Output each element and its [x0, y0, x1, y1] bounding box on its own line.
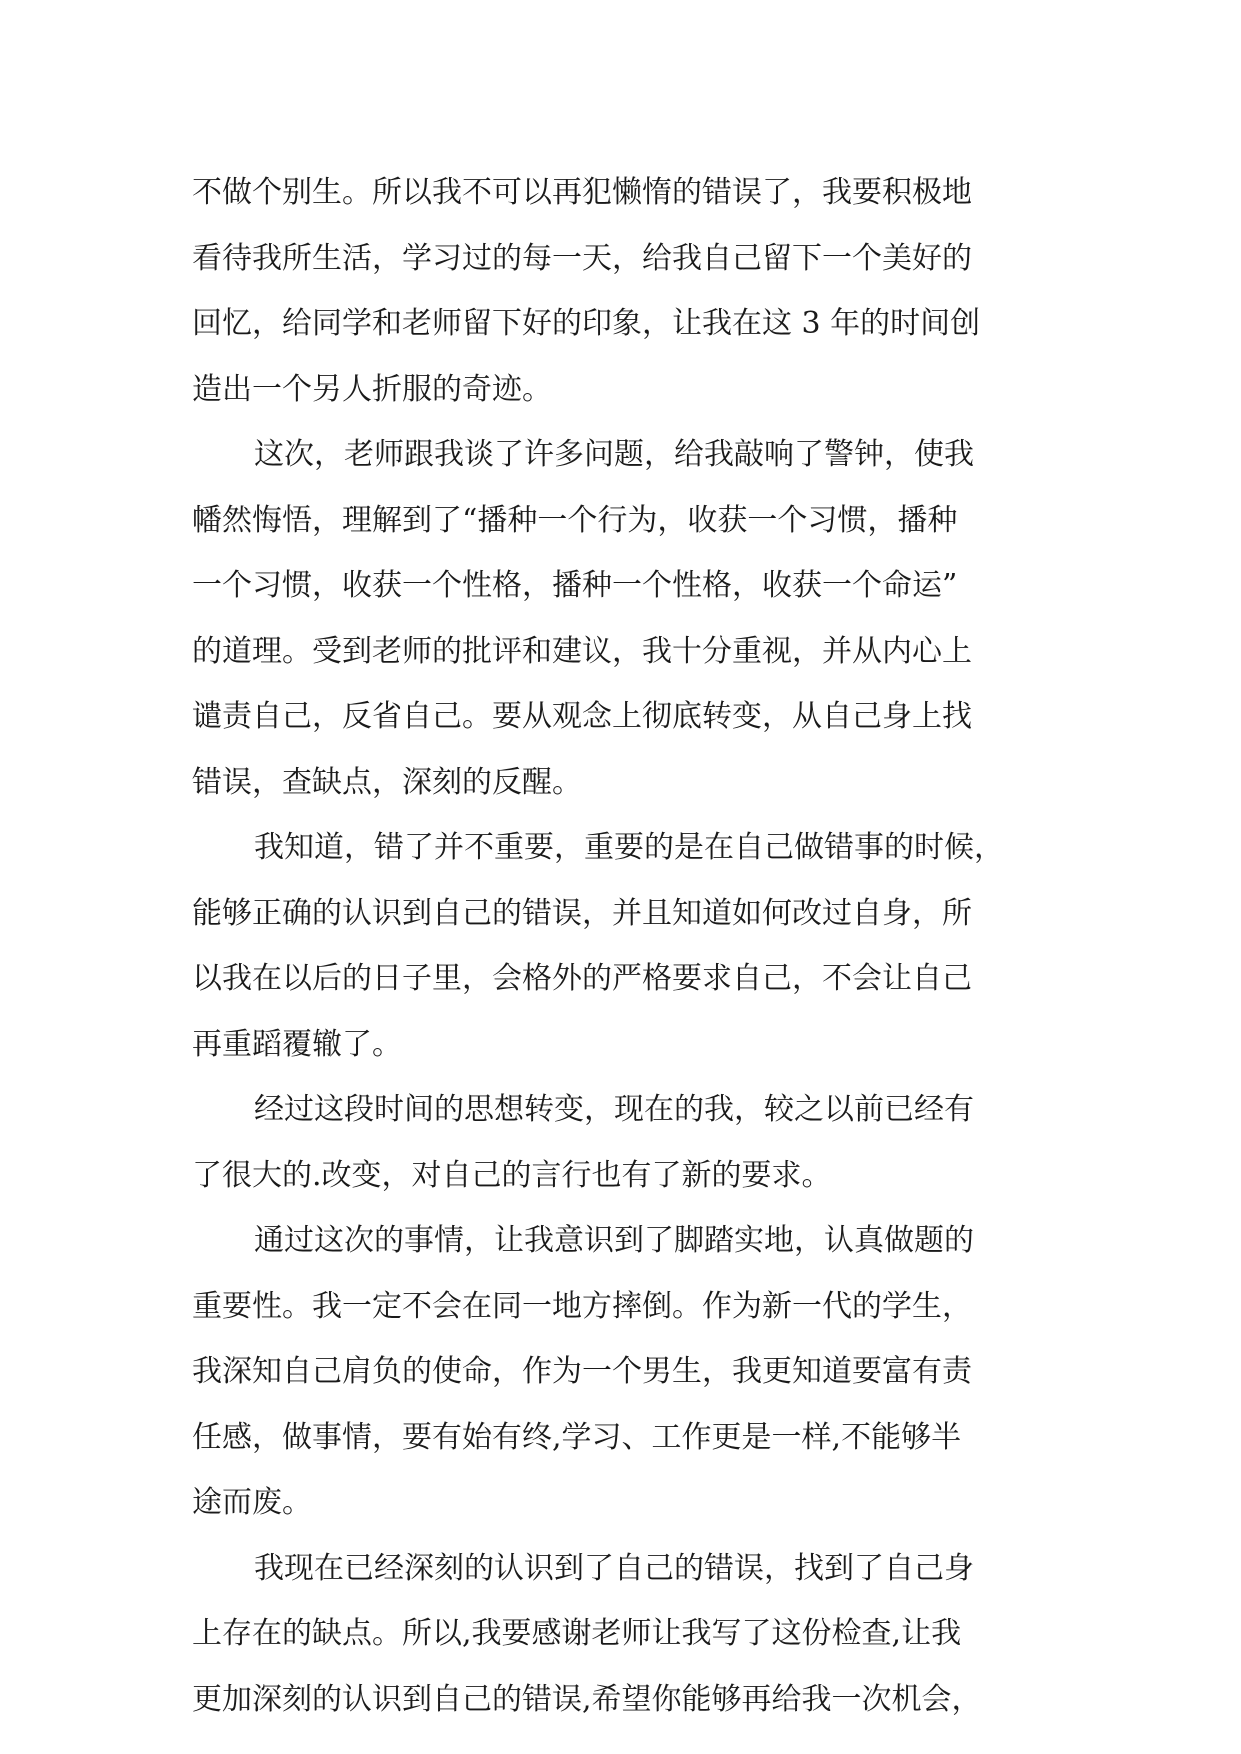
paragraph-first-line: 这次，老师跟我谈了许多问题，给我敲响了警钟，使我 [254, 437, 974, 472]
paragraph-first-line: 通过这次的事情，让我意识到了脚踏实地，认真做题的 [254, 1223, 974, 1258]
text-line: 再重蹈覆辙了。 [192, 1026, 402, 1062]
body-text [192, 160, 1052, 1732]
text-line: 回忆，给同学和老师留下好的印象，让我在这 3 年的时间创 [192, 306, 981, 341]
text-line: 不做个别生。所以我不可以再犯懒惰的错误了，我要积极地 [192, 175, 972, 210]
text-line: 错误，查缺点，深刻的反醒。 [192, 764, 582, 800]
text-line: 途而废。 [192, 1485, 312, 1520]
text-line: 一个习惯，收获一个性格，播种一个性格，收获一个命运” [192, 568, 958, 603]
text-line: 以我在以后的日子里，会格外的严格要求自己，不会让自己 [192, 961, 972, 996]
text-line: 重要性。我一定不会在同一地方摔倒。作为新一代的学生， [192, 1288, 972, 1324]
text-line: 看待我所生活，学习过的每一天，给我自己留下一个美好的 [192, 240, 972, 276]
text-line: 了很大的.改变，对自己的言行也有了新的要求。 [192, 1157, 832, 1193]
paragraph-first-line: 我知道，错了并不重要，重要的是在自己做错事的时候， [254, 830, 1004, 865]
text-line: 造出一个另人折服的奇迹。 [192, 371, 552, 407]
text-line: 任感，做事情，要有始有终,学习、工作更是一样,不能够半 [192, 1419, 962, 1455]
text-line: 我深知自己肩负的使命，作为一个男生，我更知道要富有责 [192, 1354, 972, 1389]
text-line: 幡然悔悟，理解到了“播种一个行为，收获一个习惯，播种 [192, 502, 958, 538]
text-line: 能够正确的认识到自己的错误，并且知道如何改过自身，所 [192, 895, 972, 931]
text-line: 更加深刻的认识到自己的错误,希望你能够再给我一次机会， [192, 1681, 982, 1717]
text-line: 上存在的缺点。所以,我要感谢老师让我写了这份检查,让我 [192, 1616, 962, 1651]
paragraph-first-line: 经过这段时间的思想转变，现在的我，较之以前已经有 [254, 1092, 974, 1127]
text-line: 的道理。受到老师的批评和建议，我十分重视，并从内心上 [192, 633, 972, 669]
paragraph-first-line: 我现在已经深刻的认识到了自己的错误，找到了自己身 [254, 1550, 974, 1586]
text-line: 谴责自己，反省自己。要从观念上彻底转变，从自己身上找 [192, 699, 972, 734]
